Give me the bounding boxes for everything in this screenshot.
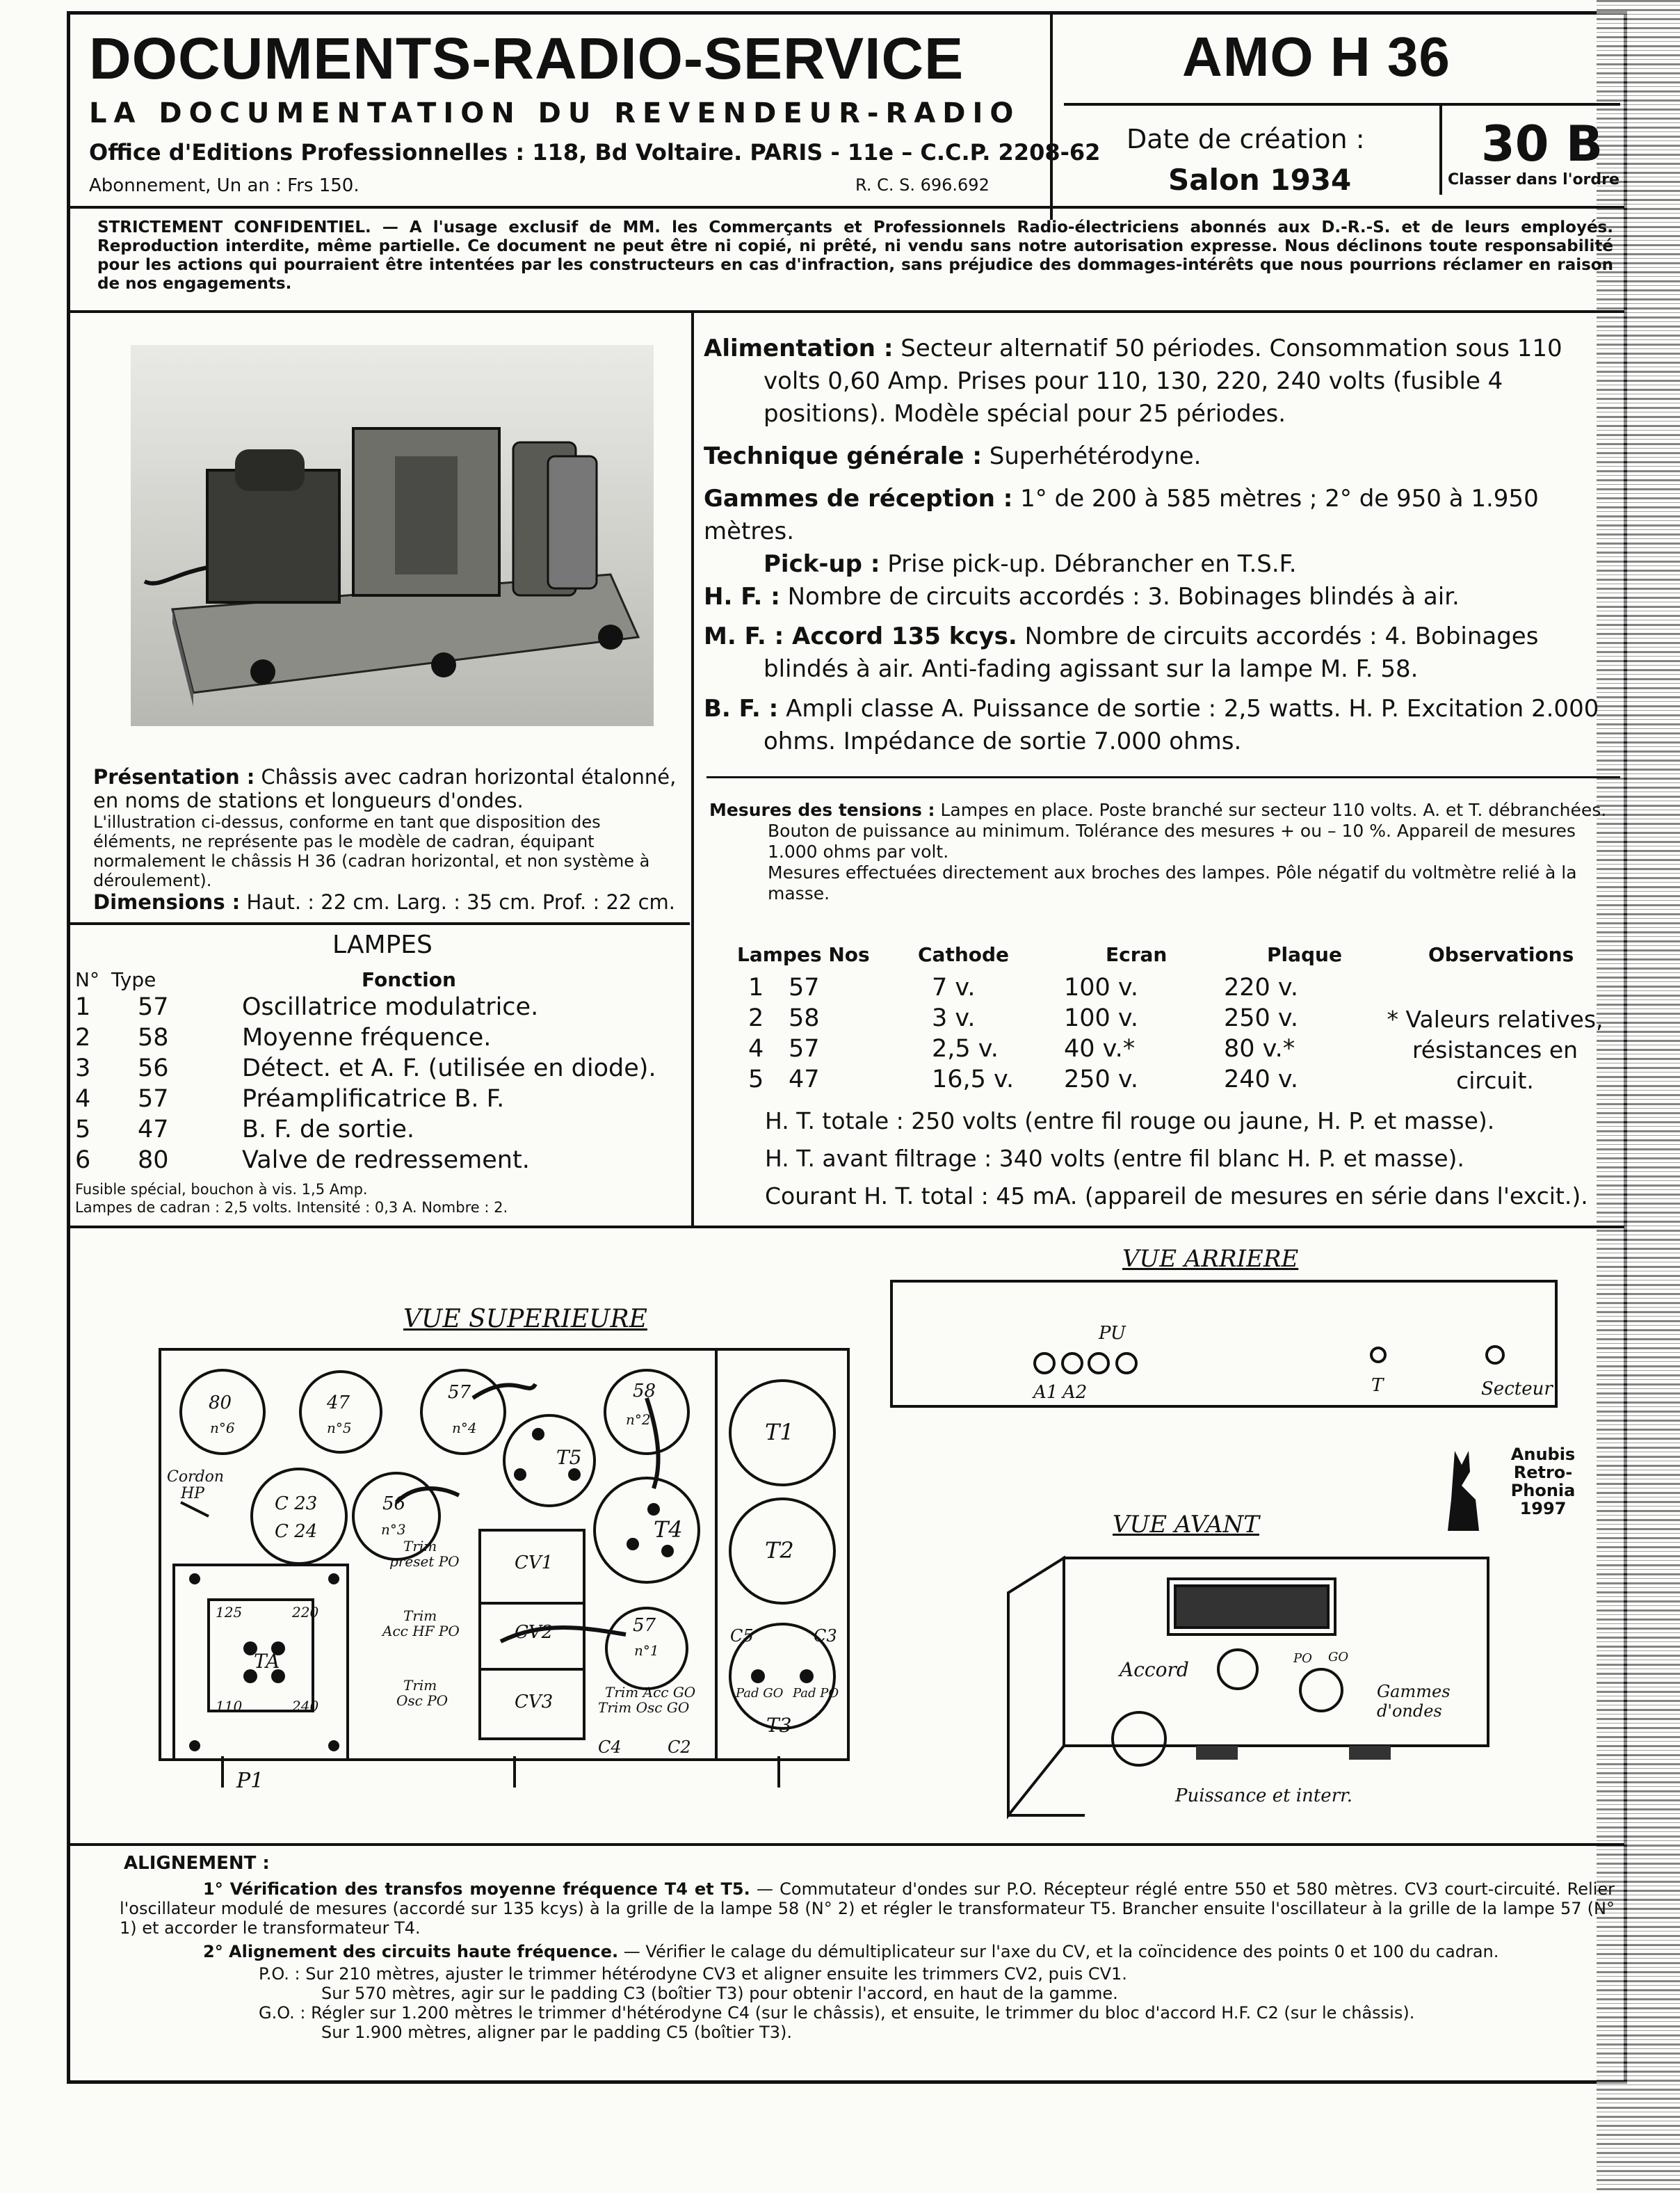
stamp-line2: Retro-Phonia — [1510, 1463, 1576, 1500]
bf-label: B. F. : — [704, 695, 779, 723]
lampe-row: 57 — [138, 993, 169, 1021]
go-label: GO — [1328, 1650, 1349, 1664]
volt-110-label: 110 — [216, 1698, 243, 1714]
confidential-notice: STRICTEMENT CONFIDENTIEL. — A l'usage exclusif de MM. les Commerçants et Professionnels Radio-électriciens abonnés aux D.-R.-S. et de leurs employés. Reproduction interdite, même partielle. Ce document ne peut être ni copié, ni prêté, ni vendu sans notre autorisation expresse. Nous déclinons toute responsabilité pour les actions qui pourraient être intentées par les constructeurs en cas d'infraction, sans préjudice des dommages-intérêts que nous pourrions réclamer en raison de nos engagements. — [97, 218, 1613, 293]
alim-text: Secteur alternatif 50 périodes. Consommation sous 110 volts 0,60 Amp. Prises pour 110, 130, 220, 240 volts (fusible 4 positions). Modèle spécial pour 25 périodes. — [764, 335, 1562, 428]
mf-text: Nombre de circuits accordés : 4. Bobinages blindés à air. Anti-fading agissant sur la lampe M. F. 58. — [764, 622, 1539, 683]
vue-superieure-diagram — [153, 1342, 855, 1788]
model-title: AMO H 36 — [1182, 26, 1451, 88]
puissance-label: Puissance et interr. — [1175, 1785, 1352, 1806]
tech-text: Superhétérodyne. — [989, 442, 1202, 470]
lampe-row: 6 — [75, 1146, 91, 1174]
volt-240-label: 240 — [292, 1698, 319, 1714]
lampe-row: 80 — [138, 1146, 169, 1174]
hf-label: H. F. : — [704, 583, 780, 611]
vue-avant-title: VUE AVANT — [1113, 1511, 1259, 1539]
mesure-row: 40 v.* — [1064, 1035, 1136, 1063]
vue-superieure-title: VUE SUPERIEURE — [403, 1305, 647, 1333]
lampe-row: Valve de redressement. — [242, 1146, 530, 1174]
chassis-photo — [131, 345, 654, 726]
lampe-row: 1 — [75, 993, 91, 1021]
lampe-row: 56 — [138, 1054, 169, 1082]
secteur-label: Secteur — [1481, 1379, 1553, 1399]
tube-80-label: 80 — [209, 1392, 232, 1413]
gammes-label: Gammes — [1377, 1682, 1451, 1701]
lampe-row: Détect. et A. F. (utilisée en diode). — [242, 1054, 656, 1082]
mesures-intro: Lampes en place. Poste branché sur secteur 110 volts. A. et T. débranchées. Bouton de puissance au minimum. Tolérance des mesures + ou – 10 %. Appareil de mesures 1.000 ohms par volt. — [768, 800, 1607, 862]
pad-po-label: Pad PO — [793, 1686, 839, 1701]
transfo-t5-label: T5 — [556, 1446, 582, 1469]
trim2b-label: Acc HF PO — [382, 1623, 460, 1639]
mid-section-bottom-line — [67, 1226, 1624, 1228]
c4-label: C4 — [598, 1737, 622, 1757]
c2-label: C2 — [668, 1737, 691, 1757]
accord-label: Accord — [1120, 1658, 1189, 1681]
mesure-row: 220 v. — [1224, 974, 1299, 1002]
pickup-label: Pick-up : — [764, 550, 880, 578]
lampe-row: Préamplificatrice B. F. — [242, 1085, 505, 1113]
alignement-title: ALIGNEMENT : — [124, 1853, 270, 1874]
confidential-bottom-line — [67, 310, 1624, 313]
mesure-row: 240 v. — [1224, 1066, 1299, 1093]
hp-label: HP — [181, 1485, 204, 1502]
mesure-row: 2 — [748, 1004, 764, 1032]
mesures-header-lampes: Lampes Nos — [737, 943, 870, 966]
mesure-row: 4 — [748, 1035, 764, 1063]
mesures-intro-block — [709, 800, 1613, 904]
tube-57a-label: 57 — [448, 1382, 471, 1403]
mesure-row: 58 — [789, 1004, 820, 1032]
presentation-note: L'illustration ci-dessus, conforme en tant que disposition des éléments, ne représente pas le modèle de cadran, équipant normalement le châssis H 36 (cadran horizontal, et non système à déroulement). — [93, 812, 650, 890]
trim1b-label: preset PO — [389, 1553, 460, 1570]
tube-47-label: 47 — [327, 1392, 350, 1413]
specs-block — [704, 332, 1608, 758]
mf-label: M. F. : Accord 135 kcys. — [704, 622, 1017, 650]
mesure-row: 100 v. — [1064, 974, 1139, 1002]
mesure-row: 7 v. — [932, 974, 976, 1002]
model-underline — [1064, 103, 1620, 106]
observations-note: * Valeurs relatives, résistances en circuit. — [1387, 1006, 1604, 1094]
alignement-go1: G.O. : Régler sur 1.200 mètres le trimmer d'hétérodyne C4 (sur le châssis), et ensuite, le trimmer du bloc d'accord H.F. C2 (sur le châssis). — [259, 2003, 1415, 2023]
mesure-row: 3 v. — [932, 1004, 976, 1032]
lampes-header-fonction: Fonction — [362, 968, 456, 991]
t3-label: T3 — [766, 1714, 792, 1737]
tech-label: Technique générale : — [704, 442, 982, 470]
gammes-label: Gammes de réception : — [704, 485, 1013, 513]
tube-56-number: n°3 — [381, 1521, 406, 1538]
cv3-label: CV3 — [515, 1692, 554, 1712]
trim1-label: Trim — [403, 1538, 437, 1555]
lampe-row: B. F. de sortie. — [242, 1116, 415, 1143]
alignement-p1-label: 1° Vérification des transfos moyenne fréquence T4 et T5. — [203, 1879, 750, 1899]
trim-acc-go-label: Trim Acc GO — [605, 1684, 696, 1701]
mesure-row: 57 — [789, 1035, 820, 1063]
subscription: Abonnement, Un an : Frs 150. — [89, 175, 360, 196]
a1-label: A1 — [1033, 1382, 1058, 1403]
presentation-block — [93, 765, 688, 914]
transfo-t1-label: T1 — [765, 1419, 794, 1445]
date-value: Salon 1934 — [1168, 163, 1352, 197]
mesure-row: 100 v. — [1064, 1004, 1139, 1032]
scan-edge-noise — [1597, 0, 1680, 2193]
lampe-row: Oscillatrice modulatrice. — [242, 993, 539, 1021]
tube-57a-number: n°4 — [452, 1420, 477, 1436]
bf-text: Ampli classe A. Puissance de sortie : 2,5 watts. H. P. Excitation 2.000 ohms. Impédance de sortie 7.000 ohms. — [764, 695, 1599, 755]
tube-57b-number: n°1 — [634, 1642, 659, 1659]
tube-58-label: 58 — [633, 1381, 656, 1401]
alim-label: Alimentation : — [704, 335, 894, 362]
alignement-p2: — Vérifier le calage du démultiplicateur sur l'axe du CV, et la coïncidence des points 0 et 100 du cadran. — [623, 1942, 1499, 1961]
c3-label: C3 — [814, 1626, 837, 1646]
mesure-row: 2,5 v. — [932, 1035, 999, 1063]
trim3-label: Trim — [403, 1677, 437, 1694]
ht-totale: H. T. totale : 250 volts (entre fil rouge ou jaune, H. P. et masse). — [765, 1107, 1495, 1134]
mesures-intro2: Mesures effectuées directement aux broches des lampes. Pôle négatif du voltmètre relié à la masse. — [768, 862, 1577, 903]
chassis-photo-drawing — [131, 345, 654, 726]
mesure-row: 1 — [748, 974, 764, 1002]
mesure-row: 80 v.* — [1224, 1035, 1295, 1063]
lampe-row: 58 — [138, 1024, 169, 1052]
alignement-po2: Sur 570 mètres, agir sur le padding C3 (boîtier T3) pour obtenir l'accord, en haut de la gamme. — [321, 1984, 1118, 2003]
lampe-row: Moyenne fréquence. — [242, 1024, 492, 1052]
mesure-row: 250 v. — [1064, 1066, 1139, 1093]
lampe-row: 2 — [75, 1024, 91, 1052]
lampes-note-fuse: Fusible spécial, bouchon à vis. 1,5 Amp. — [75, 1181, 368, 1198]
alignement-po1: P.O. : Sur 210 mètres, ajuster le trimmer hétérodyne CV3 et aligner ensuite les trimmers CV2, puis CV1. — [259, 1964, 1127, 1984]
trim2-label: Trim — [403, 1607, 437, 1624]
vue-avant-diagram — [987, 1537, 1516, 1829]
presentation-label: Présentation : — [93, 765, 255, 789]
presentation-text: Châssis avec cadran horizontal étalonné, en noms de stations et longueurs d'ondes. — [93, 765, 677, 812]
pu-label: PU — [1099, 1323, 1126, 1344]
mesure-row: 57 — [789, 974, 820, 1002]
lampes-title: LAMPES — [332, 931, 433, 959]
mesures-header-ecran: Ecran — [1106, 943, 1168, 966]
cv2-label: CV2 — [515, 1622, 554, 1643]
vue-arriere-diagram — [890, 1280, 1558, 1419]
lampe-row: 3 — [75, 1054, 91, 1082]
lampe-row: 57 — [138, 1085, 169, 1113]
t-label: T — [1371, 1375, 1384, 1396]
lampes-header-no: N° — [75, 968, 99, 991]
brand-title: DOCUMENTS-RADIO-SERVICE — [89, 26, 964, 91]
mesures-header-obs: Observations — [1428, 943, 1574, 966]
mesures-header-cathode: Cathode — [918, 943, 1010, 966]
lampes-header-type: Type — [111, 968, 156, 991]
cap-c24-label: C 24 — [275, 1521, 318, 1542]
file-label: Classer dans l'ordre — [1448, 171, 1620, 188]
hf-text: Nombre de circuits accordés : 3. Bobinages blindés à air. — [787, 583, 1460, 611]
rcs: R. C. S. 696.692 — [855, 175, 990, 195]
lampe-row: 4 — [75, 1085, 91, 1113]
ht-avant: H. T. avant filtrage : 340 volts (entre fil blanc H. P. et masse). — [765, 1145, 1464, 1172]
header-bottom-line — [67, 206, 1624, 209]
trim3b-label: Osc PO — [396, 1692, 449, 1709]
alignement-block — [120, 1879, 1615, 2042]
alignement-p2-label: 2° Alignement des circuits haute fréquence. — [203, 1942, 619, 1961]
lampes-note-dial: Lampes de cadran : 2,5 volts. Intensité : 0,3 A. Nombre : 2. — [75, 1199, 508, 1216]
lampe-row: 47 — [138, 1116, 169, 1143]
mesure-row: 47 — [789, 1066, 820, 1093]
gammes-text: 1° de 200 à 585 mètres ; 2° de 950 à 1.950 mètres. — [704, 485, 1539, 545]
dimensions-text: Haut. : 22 cm. Larg. : 35 cm. Prof. : 22 cm. — [246, 890, 675, 914]
alignement-p1: — Commutateur d'ondes sur P.O. Récepteur réglé entre 550 et 580 mètres. CV3 court-circuité. Relier l'oscillateur modulé de mesures (accordé sur 135 kcys) à la grille de la lampe 58 (N° 2) et régler le transformateur T5. Brancher ensuite l'oscillateur à la grille de la lampe 57 (N° 1) et accorder le transformateur T4. — [120, 1879, 1615, 1938]
ta-label: TA — [254, 1650, 280, 1673]
pad-go-label: Pad GO — [736, 1686, 784, 1701]
a2-label: A2 — [1063, 1382, 1088, 1403]
specs-bottom-line — [706, 776, 1620, 778]
office-address: Office d'Editions Professionnelles : 118, Bd Voltaire. PARIS - 11e – C.C.P. 2208-62 — [89, 139, 1101, 166]
anubis-jackal-icon — [1441, 1444, 1496, 1534]
header-divider — [1050, 11, 1053, 220]
po-label: PO — [1293, 1651, 1312, 1666]
pickup-text: Prise pick-up. Débrancher en T.S.F. — [887, 550, 1297, 578]
alignement-top-line — [67, 1843, 1624, 1846]
file-divider — [1439, 104, 1442, 195]
courant-ht: Courant H. T. total : 45 mA. (appareil de mesures en série dans l'excit.). — [765, 1182, 1588, 1210]
middle-divider — [691, 310, 694, 1228]
mesure-row: 16,5 v. — [932, 1066, 1015, 1093]
cordon-label: Cordon — [167, 1468, 225, 1486]
date-label: Date de création : — [1126, 124, 1365, 154]
stamp-line3: 1997 — [1519, 1499, 1567, 1518]
alignement-go2: Sur 1.900 mètres, aligner par le padding C5 (boîtier T3). — [321, 2023, 792, 2042]
tube-47-number: n°5 — [327, 1420, 352, 1436]
transfo-t4-label: T4 — [654, 1516, 683, 1543]
volt-220-label: 220 — [292, 1604, 319, 1621]
tube-57b-label: 57 — [633, 1615, 656, 1636]
mesures-label: Mesures des tensions : — [709, 800, 935, 820]
lampe-row: 5 — [75, 1116, 91, 1143]
volt-125-label: 125 — [216, 1604, 243, 1621]
ondes-label: d'ondes — [1377, 1701, 1442, 1721]
anubis-stamp — [1441, 1444, 1594, 1534]
cv1-label: CV1 — [515, 1552, 554, 1573]
tube-80-number: n°6 — [210, 1420, 235, 1436]
tube-58-number: n°2 — [626, 1411, 651, 1428]
cap-c23-label: C 23 — [275, 1493, 318, 1514]
p1-label: P1 — [236, 1769, 264, 1788]
tube-56-label: 56 — [382, 1493, 406, 1514]
file-code: 30 B — [1481, 115, 1604, 172]
mesures-header-plaque: Plaque — [1267, 943, 1342, 966]
brand-tagline: LA DOCUMENTATION DU REVENDEUR-RADIO — [89, 97, 1021, 129]
vue-arriere-title: VUE ARRIERE — [1122, 1245, 1299, 1273]
dimensions-label: Dimensions : — [93, 890, 241, 914]
c5-label: C5 — [730, 1626, 754, 1646]
mesure-row: 250 v. — [1224, 1004, 1299, 1032]
trim-osc-go-label: Trim Osc GO — [598, 1699, 690, 1716]
mesure-row: 5 — [748, 1066, 764, 1093]
presentation-bottom-line — [67, 922, 690, 925]
stamp-line1: Anubis — [1510, 1445, 1576, 1464]
transfo-t2-label: T2 — [765, 1537, 794, 1564]
